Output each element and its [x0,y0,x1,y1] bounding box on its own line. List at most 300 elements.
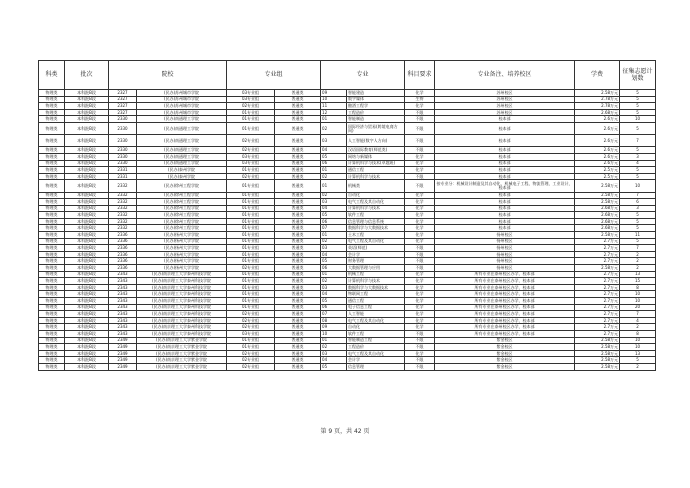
table-row [39,350,656,357]
school-code-cell: 2327 [109,109,137,116]
school-code-cell: 2331 [109,173,137,180]
subject-type-cell: 物理类 [39,291,65,298]
table-row [39,245,656,252]
tuition-cell: 2.7万元 [575,258,620,265]
major-name-cell: 人工智能 [347,311,405,318]
school-code-cell: 2327 [109,103,137,110]
subject-type-cell: 物理类 [39,135,65,147]
requirement-cell: 化学 [405,90,435,97]
header-school: 院校 [109,61,227,90]
school-name-cell: (民办)南通理工学院 [137,122,227,134]
requirement-cell: 化学 [405,324,435,331]
requirement-cell: 化学 [405,298,435,305]
school-code-cell: 2332 [109,199,137,206]
batch-cell: 本科批B段 [65,350,109,357]
group-cell: 03专业组 [227,90,275,97]
batch-cell: 本科批B段 [65,116,109,123]
batch-cell: 本科批B段 [65,232,109,239]
major-name-cell: 自动化 [347,324,405,331]
category-cell: 普通类 [275,337,321,344]
major-code-cell: 07 [321,311,347,318]
major-code-cell: 01 [321,116,347,123]
category-cell: 普通类 [275,350,321,357]
major-code-cell: 12 [321,109,347,116]
school-code-cell: 2330 [109,116,137,123]
batch-cell: 本科批B段 [65,284,109,291]
tuition-cell: 2.6万元 [575,147,620,154]
school-name-cell: (民办)泰州学院 [137,173,227,180]
group-cell: 01专业组 [227,116,275,123]
major-name-cell: 计算机科学与技术(卓越班) [347,160,405,167]
school-name-cell: (民办)扬州大学学院 [137,265,227,272]
school-code-cell: 2343 [109,291,137,298]
major-code-cell: 01 [321,232,347,239]
batch-cell: 本科批B段 [65,265,109,272]
school-code-cell: 2343 [109,271,137,278]
tuition-cell: 2.68万元 [575,218,620,225]
notes-cell: 紫金校区 [435,357,575,364]
header-tuition: 学费 [575,61,620,90]
notes-cell: 苏州校区 [435,103,575,110]
notes-cell: 紫金校区 [435,344,575,351]
category-cell: 普通类 [275,357,321,364]
requirement-cell: 化学 [405,284,435,291]
subject-type-cell: 物理类 [39,212,65,219]
major-name-cell: 汉语国际教育(师范类) [347,147,405,154]
table-row [39,337,656,344]
requirement-cell: 化学 [405,311,435,318]
group-cell: 02专业组 [227,135,275,147]
major-name-cell: 网络与新媒体 [347,153,405,160]
table-row [39,199,656,206]
plan-count-cell: 2 [620,251,656,258]
admissions-table [38,60,656,371]
subject-type-cell: 物理类 [39,363,65,370]
school-code-cell: 2343 [109,304,137,311]
subject-type-cell: 物理类 [39,317,65,324]
school-code-cell: 2332 [109,212,137,219]
plan-count-cell: 5 [620,96,656,103]
school-name-cell: (民办)南京理工大学泰州科技学院 [137,324,227,331]
notes-cell: 校本部 [435,218,575,225]
notes-cell: 校本部 [435,153,575,160]
school-name-cell: (民办)南京理工大学紫金学院 [137,363,227,370]
major-code-cell: 04 [321,251,347,258]
school-name-cell: (民办)徐州工程学院 [137,180,227,192]
plan-count-cell: 2 [620,258,656,265]
school-code-cell: 2330 [109,135,137,147]
plan-count-cell: 6 [620,199,656,206]
batch-cell: 本科批B段 [65,251,109,258]
requirement-cell: 不限 [405,330,435,337]
plan-count-cell: 8 [620,330,656,337]
tuition-cell: 2.6万元 [575,153,620,160]
plan-count-cell: 5 [620,218,656,225]
requirement-cell: 化学 [405,192,435,199]
category-cell: 普通类 [275,90,321,97]
tuition-cell: 2.7万元 [575,330,620,337]
school-code-cell: 2330 [109,147,137,154]
plan-count-cell: 5 [620,90,656,97]
batch-cell: 本科批B段 [65,103,109,110]
subject-type-cell: 物理类 [39,245,65,252]
school-code-cell: 2343 [109,324,137,331]
school-name-cell: (民办)南通理工学院 [137,147,227,154]
school-code-cell: 2332 [109,180,137,192]
notes-cell: 校本部 [435,212,575,219]
notes-cell: 紫金校区 [435,363,575,370]
notes-cell: 校本部 [435,205,575,212]
category-cell: 普通类 [275,116,321,123]
header-major-notes: 专业备注、培养校区 [435,61,575,90]
school-name-cell: (民办)泰州学院 [137,167,227,174]
notes-cell: 紫金校区 [435,337,575,344]
requirement-cell: 不限 [405,109,435,116]
plan-count-cell: 3 [620,153,656,160]
header-subject-requirement: 科目要求 [405,61,435,90]
tuition-cell: 2.58万元 [575,344,620,351]
subject-type-cell: 物理类 [39,265,65,272]
subject-type-cell: 物理类 [39,251,65,258]
major-name-cell: 通信工程 [347,298,405,305]
notes-cell: 苏州校区 [435,96,575,103]
group-cell: 02专业组 [227,173,275,180]
major-code-cell: 05 [321,258,347,265]
tuition-cell: 2.7万元 [575,291,620,298]
plan-count-cell: 5 [620,103,656,110]
school-name-cell: (民办)苏州城市学院 [137,96,227,103]
requirement-cell: 化学 [405,350,435,357]
table-row [39,173,656,180]
group-cell: 02专业组 [227,147,275,154]
category-cell: 普通类 [275,271,321,278]
group-cell: 01专业组 [227,304,275,311]
major-code-cell: 09 [321,324,347,331]
batch-cell: 本科批B段 [65,271,109,278]
table-row [39,363,656,370]
major-code-cell: 10 [321,330,347,337]
major-name-cell: 会计学 [347,357,405,364]
school-name-cell: (民办)徐州工程学院 [137,199,227,206]
requirement-cell: 化学 [405,278,435,285]
school-name-cell: (民办)苏州城市学院 [137,109,227,116]
major-name-cell: 通信工程 [347,167,405,174]
plan-count-cell: 7 [620,135,656,147]
subject-type-cell: 物理类 [39,330,65,337]
batch-cell: 本科批B段 [65,245,109,252]
notes-cell: 苏州校区 [435,109,575,116]
table-row [39,122,656,134]
school-name-cell: (民办)徐州工程学院 [137,205,227,212]
major-code-cell: 04 [321,291,347,298]
notes-cell: 所有专业在泰州校区办学，校本部 [435,311,575,318]
header-major-group: 专业组 [227,61,321,90]
major-name-cell: 智能制造工程 [347,337,405,344]
subject-type-cell: 物理类 [39,271,65,278]
school-name-cell: (民办)南通理工学院 [137,153,227,160]
requirement-cell: 化学 [405,205,435,212]
plan-count-cell: 3 [620,205,656,212]
school-code-cell: 2349 [109,350,137,357]
school-code-cell: 2336 [109,251,137,258]
table-row [39,298,656,305]
requirement-cell: 化学 [405,103,435,110]
major-code-cell: 04 [321,147,347,154]
subject-type-cell: 物理类 [39,116,65,123]
school-name-cell: (民办)南通理工学院 [137,135,227,147]
plan-count-cell: 7 [620,245,656,252]
major-name-cell: 电气工程及其自动化 [347,317,405,324]
requirement-cell: 不限 [405,180,435,192]
tuition-cell: 2.7万元 [575,245,620,252]
table-header-row [39,61,656,90]
tuition-cell: 2.58万元 [575,232,620,239]
major-code-cell: 03 [321,135,347,147]
school-name-cell: (民办)南京理工大学泰州科技学院 [137,311,227,318]
group-cell: 01专业组 [227,278,275,285]
tuition-cell: 2.6万元 [575,122,620,134]
plan-count-cell: 10 [620,337,656,344]
school-code-cell: 2336 [109,265,137,272]
plan-count-cell: 10 [620,344,656,351]
requirement-cell: 不限 [405,337,435,344]
batch-cell: 本科批B段 [65,258,109,265]
subject-type-cell: 物理类 [39,344,65,351]
school-code-cell: 2343 [109,311,137,318]
school-name-cell: (民办)南通理工学院 [137,116,227,123]
requirement-cell: 化学 [405,167,435,174]
category-cell: 普通类 [275,147,321,154]
batch-cell: 本科批B段 [65,218,109,225]
notes-cell: 校本部 [435,160,575,167]
table-row [39,344,656,351]
school-code-cell: 2349 [109,363,137,370]
batch-cell: 本科批B段 [65,199,109,206]
school-name-cell: (民办)徐州工程学院 [137,218,227,225]
batch-cell: 本科批B段 [65,225,109,232]
notes-cell: 所有专业在泰州校区办学，校本部 [435,317,575,324]
notes-cell: 扬州校区 [435,232,575,239]
requirement-cell: 化学 [405,291,435,298]
group-cell: 01专业组 [227,205,275,212]
table-row [39,265,656,272]
major-code-cell: 03 [321,284,347,291]
notes-cell: 扬州校区 [435,245,575,252]
table-row [39,212,656,219]
school-name-cell: (民办)扬州大学学院 [137,251,227,258]
notes-cell: 扬州校区 [435,251,575,258]
batch-cell: 本科批B段 [65,205,109,212]
category-cell: 普通类 [275,238,321,245]
major-name-cell: 物联网工程 [347,291,405,298]
school-code-cell: 2343 [109,284,137,291]
school-name-cell: (民办)扬州大学学院 [137,238,227,245]
subject-type-cell: 物理类 [39,192,65,199]
category-cell: 普通类 [275,153,321,160]
table-row [39,311,656,318]
major-code-cell: 08 [321,317,347,324]
category-cell: 普通类 [275,245,321,252]
notes-cell: 紫金校区 [435,350,575,357]
plan-count-cell: 5 [620,109,656,116]
batch-cell: 本科批B段 [65,311,109,318]
table-row [39,167,656,174]
major-code-cell: 10 [321,96,347,103]
plan-count-cell: 2 [620,265,656,272]
tuition-cell: 2.6万元 [575,116,620,123]
major-name-cell: 电子信息工程 [347,304,405,311]
plan-count-cell: 5 [620,357,656,364]
major-code-cell: 05 [321,363,347,370]
plan-count-cell: 10 [620,298,656,305]
category-cell: 普通类 [275,291,321,298]
group-cell: 02专业组 [227,350,275,357]
batch-cell: 本科批B段 [65,337,109,344]
table-row [39,135,656,147]
plan-count-cell: 5 [620,238,656,245]
notes-cell: 校本部 [435,199,575,206]
school-code-cell: 2336 [109,258,137,265]
major-name-cell: 机械工程 [347,271,405,278]
plan-count-cell: 4 [620,317,656,324]
subject-type-cell: 物理类 [39,103,65,110]
category-cell: 普通类 [275,278,321,285]
major-code-cell: 05 [321,153,347,160]
plan-count-cell: 2 [620,363,656,370]
category-cell: 普通类 [275,205,321,212]
category-cell: 普通类 [275,212,321,219]
major-name-cell: 工程造价 [347,109,405,116]
major-name-cell: 智能制造 [347,116,405,123]
notes-cell: 校本部 [435,225,575,232]
batch-cell: 本科批B段 [65,363,109,370]
school-code-cell: 2330 [109,122,137,134]
category-cell: 普通类 [275,199,321,206]
school-code-cell: 2336 [109,232,137,239]
group-cell: 02专业组 [227,265,275,272]
subject-type-cell: 物理类 [39,337,65,344]
requirement-cell: 不限 [405,122,435,134]
school-name-cell: (民办)南京理工大学泰州科技学院 [137,304,227,311]
tuition-cell: 2.7万元 [575,311,620,318]
group-cell: 01专业组 [227,180,275,192]
notes-cell: 校本部 [435,192,575,199]
major-code-cell: 02 [321,238,347,245]
category-cell: 普通类 [275,258,321,265]
group-cell: 01专业组 [227,337,275,344]
requirement-cell: 不限 [405,245,435,252]
major-name-cell: 英语(师范) [347,245,405,252]
batch-cell: 本科批B段 [65,278,109,285]
major-name-cell: 土木工程 [347,232,405,239]
requirement-cell: 不限 [405,357,435,364]
notes-cell: 所有专业在泰州校区办学，校本部 [435,278,575,285]
requirement-cell: 化学 [405,317,435,324]
requirement-cell: 化学 [405,153,435,160]
major-name-cell: 信息管理 [347,363,405,370]
batch-cell: 本科批B段 [65,173,109,180]
major-code-cell: 02 [321,192,347,199]
school-code-cell: 2349 [109,337,137,344]
major-name-cell: 软件工程 [347,212,405,219]
group-cell: 02专业组 [227,324,275,331]
table-row [39,330,656,337]
school-code-cell: 2349 [109,357,137,364]
requirement-cell: 生物 [405,96,435,103]
group-cell: 02专业组 [227,317,275,324]
major-code-cell: 03 [321,245,347,252]
major-code-cell: 06 [321,265,347,272]
category-cell: 普通类 [275,167,321,174]
notes-cell: 扬州校区 [435,258,575,265]
table-row [39,291,656,298]
major-name-cell: 自动化 [347,192,405,199]
plan-count-cell: 5 [620,225,656,232]
tuition-cell: 2.5万元 [575,167,620,174]
batch-cell: 本科批B段 [65,317,109,324]
plan-count-cell: 7 [620,311,656,318]
category-cell: 普通类 [275,122,321,134]
major-name-cell: 机械类 [347,180,405,192]
major-name-cell: 信息管理与信息系统 [347,218,405,225]
batch-cell: 本科批B段 [65,147,109,154]
school-name-cell: (民办)南京理工大学泰州科技学院 [137,291,227,298]
school-code-cell: 2330 [109,160,137,167]
subject-type-cell: 物理类 [39,96,65,103]
major-name-cell: 计算机科学与技术 [347,205,405,212]
plan-count-cell: 13 [620,350,656,357]
major-code-cell: 01 [321,167,347,174]
table-row [39,109,656,116]
tuition-cell: 2.7万元 [575,238,620,245]
subject-type-cell: 物理类 [39,167,65,174]
table-row [39,304,656,311]
group-cell: 01专业组 [227,192,275,199]
major-code-cell: 11 [321,103,347,110]
school-name-cell: (民办)南京理工大学泰州科技学院 [137,271,227,278]
major-code-cell: 03 [321,199,347,206]
table-row [39,324,656,331]
notes-cell: 扬州校区 [435,238,575,245]
subject-type-cell: 物理类 [39,153,65,160]
category-cell: 普通类 [275,363,321,370]
table-row [39,205,656,212]
tuition-cell: 2.58万元 [575,192,620,199]
group-cell: 03专业组 [227,160,275,167]
school-code-cell: 2343 [109,278,137,285]
notes-cell: 校本部 [435,147,575,154]
major-code-cell: 06 [321,160,347,167]
group-cell: 01专业组 [227,238,275,245]
plan-count-cell: 2 [620,324,656,331]
notes-cell: 所有专业在泰州校区办学，校本部 [435,324,575,331]
group-cell: 01专业组 [227,212,275,219]
batch-cell: 本科批B段 [65,238,109,245]
major-name-cell: 人工智能(数字人方向) [347,135,405,147]
subject-type-cell: 物理类 [39,225,65,232]
page-number: 第 9 页，共 42 页 [320,428,370,435]
requirement-cell: 化学 [405,238,435,245]
school-name-cell: (民办)徐州工程学院 [137,192,227,199]
batch-cell: 本科批B段 [65,357,109,364]
group-cell: 02专业组 [227,357,275,364]
batch-cell: 本科批B段 [65,153,109,160]
table-row [39,232,656,239]
group-cell: 01专业组 [227,109,275,116]
subject-type-cell: 物理类 [39,199,65,206]
tuition-cell: 2.7万元 [575,271,620,278]
tuition-cell: 2.7万元 [575,278,620,285]
